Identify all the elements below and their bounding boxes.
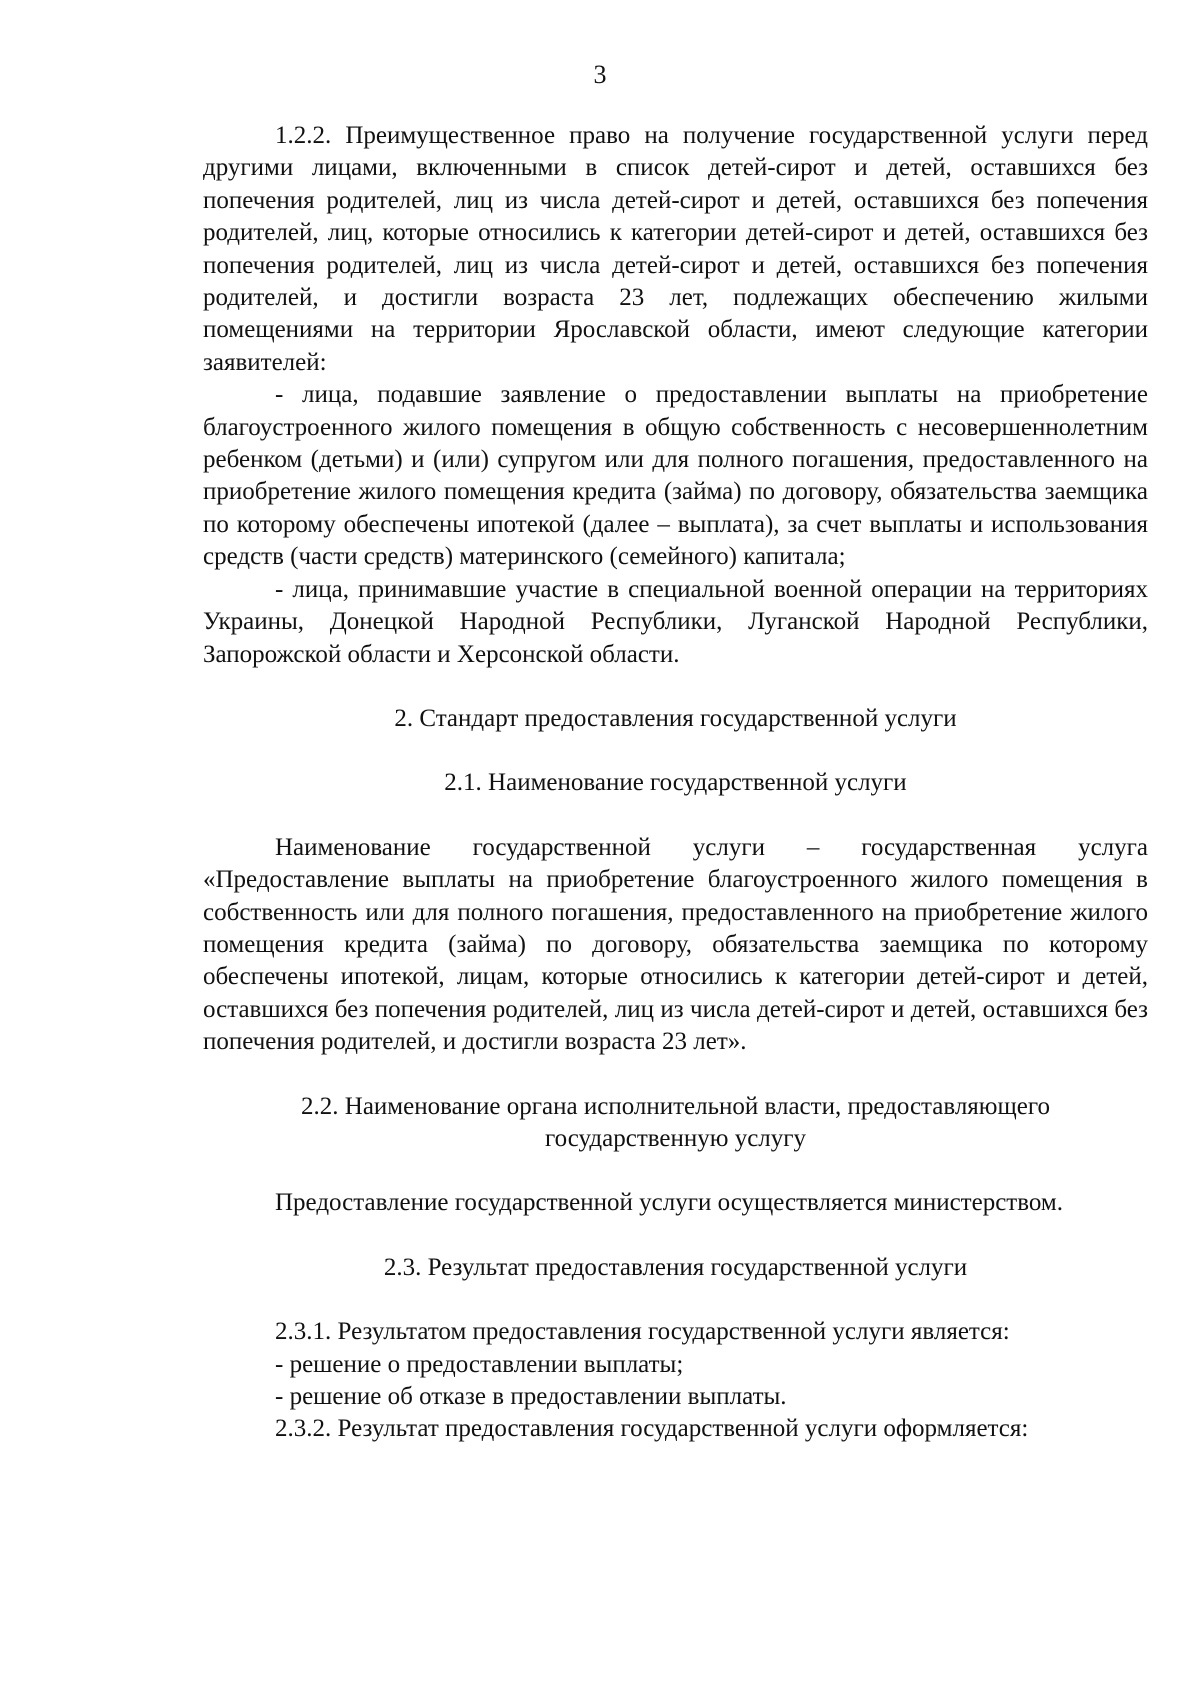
page-number: 3	[593, 60, 607, 89]
section-2-3-heading: 2.3. Результат предоставления государственной услуги	[383, 1253, 968, 1281]
line-decision-refusal: - решение об отказе в предоставлении выплаты.	[275, 1383, 787, 1410]
section-2-heading: 2. Стандарт предоставления государственной услуги	[394, 704, 957, 732]
line-2-3-1: 2.3.1. Результатом предоставления государственной услуги является:	[275, 1318, 1010, 1346]
line-2-3-2: 2.3.2. Результат предоставления государственной услуги оформляется:	[275, 1415, 1029, 1443]
list-item-maternity-capital: - лица, подавшие заявление о предоставлении выплаты на приобретение благоустроенного жилого помещения в общую собственность с несовершеннолетним ребенком (детьми) и (или) супругом или для полного погашения, предоставленного на приобретение жилого помещения кредита (займа) по договору, обязательства заемщика по которому обеспечены ипотекой (далее – выплата), за счет выплаты и использования средств (части средств) материнского (семейного) капитала;	[203, 381, 1148, 571]
section-2-2-heading-line-2: государственную услугу	[544, 1124, 807, 1152]
section-2-2-heading-line-1: 2.2. Наименование органа исполнительной власти, предоставляющего	[301, 1092, 1050, 1120]
line-decision-grant: - решение о предоставлении выплаты;	[275, 1350, 684, 1378]
list-item-military-operation: - лица, принимавшие участие в специальной военной операции на территориях Украины, Донецкой Народной Республики, Луганской Народной Республики, Запорожской области и Херсонской области.	[203, 575, 1148, 668]
document-body	[203, 120, 1148, 1446]
paragraph-2-1: Наименование государственной услуги – государственная услуга «Предоставление выплаты на приобретение благоустроенного жилого помещения в собственность или для полного погашения, предоставленного на приобретение жилого помещения кредита (займа) по договору, обязательства заемщика по которому обеспечены ипотекой, лицам, которые относились к категории детей-сирот и детей, оставшихся без попечения родителей, лиц из числа детей-сирот и детей, оставшихся без попечения родителей, и достигли возраста 23 лет».	[203, 833, 1148, 1056]
paragraph-2-2: Предоставление государственной услуги осуществляется министерством.	[275, 1189, 1063, 1217]
section-2-1-heading: 2.1. Наименование государственной услуги	[444, 769, 907, 797]
section-2-2-heading	[203, 1091, 1148, 1156]
paragraph-1-2-2: 1.2.2. Преимущественное право на получение государственной услуги перед другими лицами, включенными в список детей-сирот и детей, оставшихся без попечения родителей, лиц из числа детей-сирот и детей, оставшихся без попечения родителей, лиц, которые относились к категории детей-сирот и детей, оставшихся без попечения родителей, лиц из числа детей-сирот и детей, оставшихся без попечения родителей, и достигли возраста 23 лет, подлежащих обеспечению жилыми помещениями на территории Ярославской области, имеют следующие категории заявителей:	[203, 122, 1148, 376]
